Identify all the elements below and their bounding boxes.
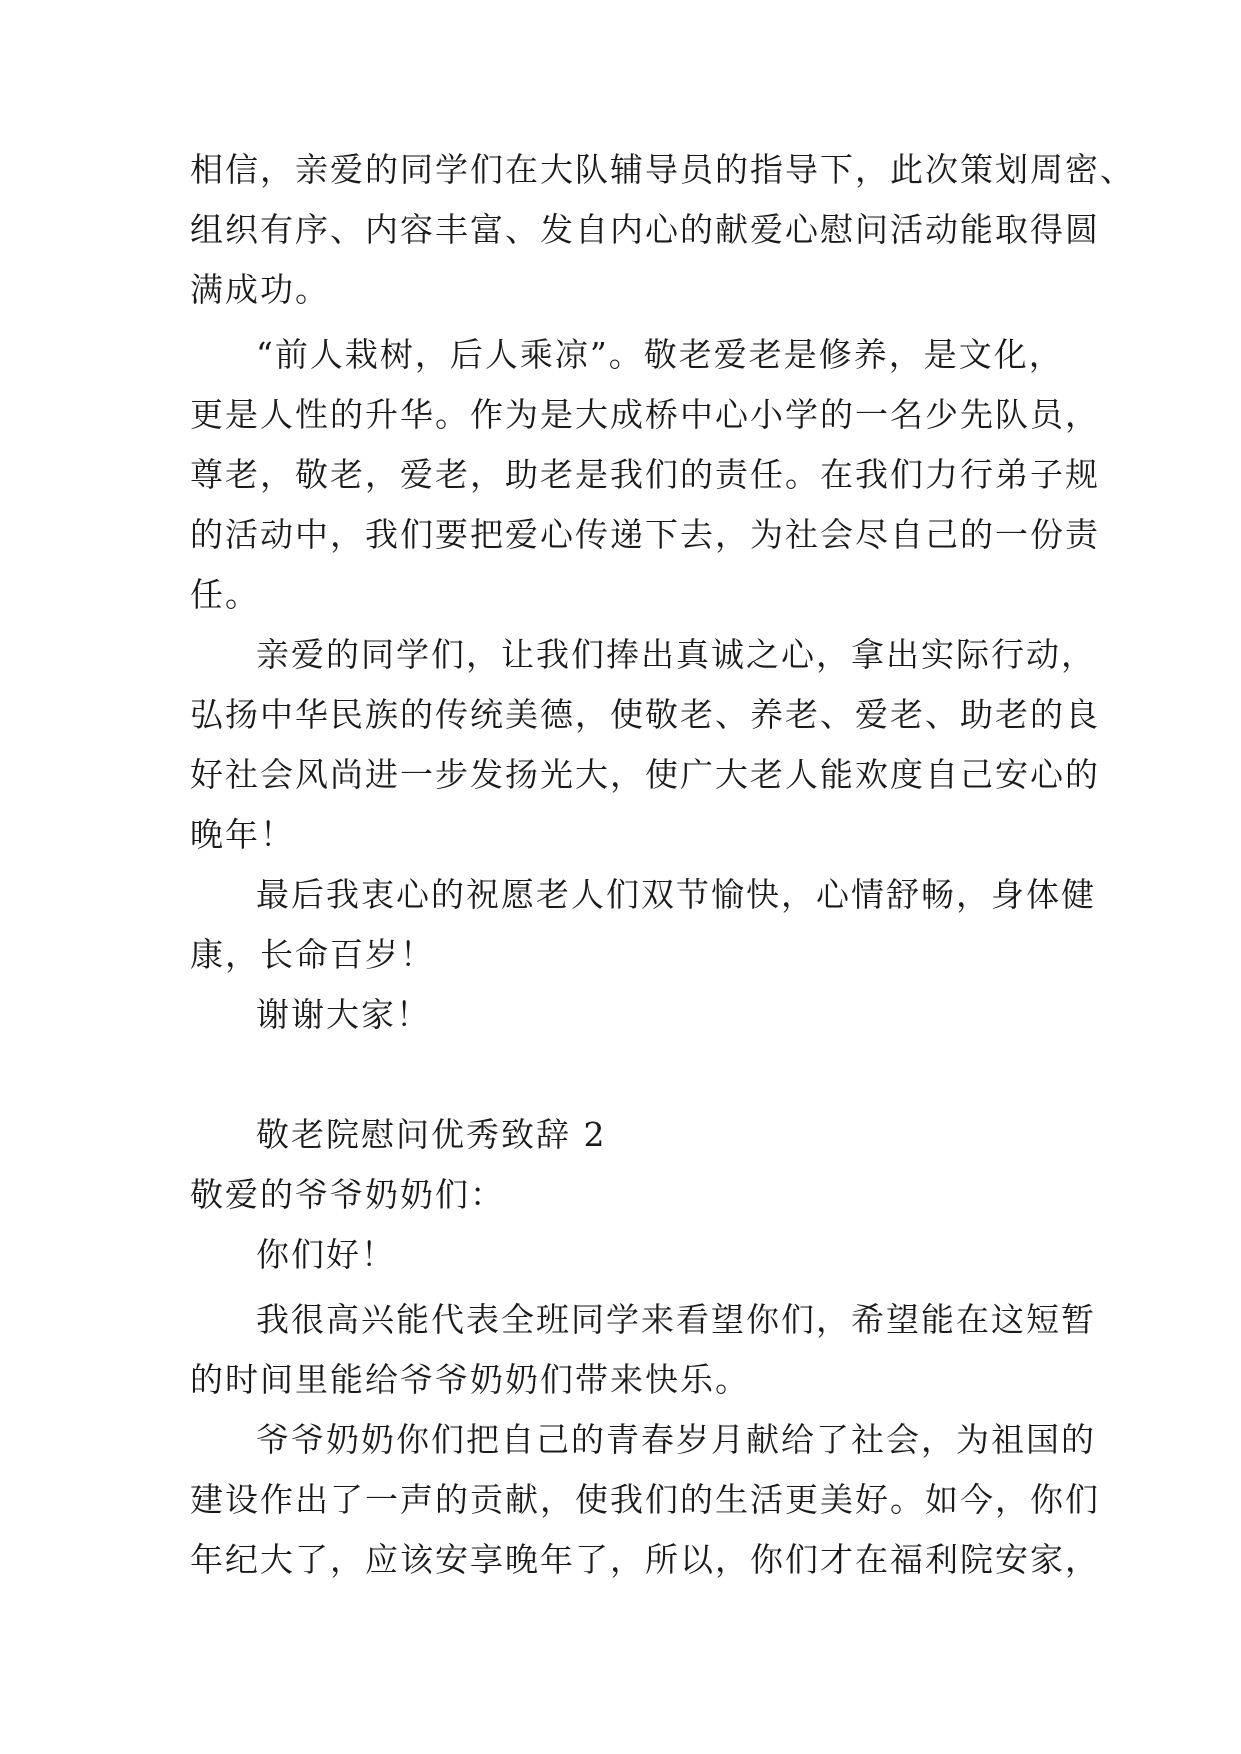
text-line: 年纪大了，应该安享晚年了，所以，你们才在福利院安家， <box>190 1540 1100 1579</box>
text-line: 我很高兴能代表全班同学来看望你们，希望能在这短暂 <box>256 1300 1096 1339</box>
text-line: 弘扬中华民族的传统美德，使敬老、养老、爱老、助老的良 <box>190 695 1100 734</box>
text-line: 的活动中，我们要把爱心传递下去，为社会尽自己的一份责 <box>190 515 1100 554</box>
text-line: 好社会风尚进一步发扬光大，使广大老人能欢度自己安心的 <box>190 755 1100 794</box>
text-line: 建设作出了一声的贡献，使我们的生活更美好。如今，你们 <box>190 1480 1100 1519</box>
salutation: 敬爱的爷爷奶奶们： <box>190 1175 505 1214</box>
text-line: 任。 <box>190 575 260 614</box>
text-line: 爷爷奶奶你们把自己的青春岁月献给了社会，为祖国的 <box>256 1420 1096 1459</box>
text-line: 更是人性的升华。作为是大成桥中心小学的一名少先队员， <box>190 395 1100 434</box>
text-line: 康，长命百岁！ <box>190 935 435 974</box>
greeting: 你们好！ <box>256 1235 396 1274</box>
text-line: 满成功。 <box>190 270 330 309</box>
text-line: 组织有序、内容丰富、发自内心的献爱心慰问活动能取得圆 <box>190 210 1100 249</box>
text-line: 相信，亲爱的同学们在大队辅导员的指导下，此次策划周密、 <box>190 150 1135 189</box>
text-line: 晚年！ <box>190 815 295 854</box>
section-heading: 敬老院慰问优秀致辞 2 <box>256 1115 607 1154</box>
text-line: 尊老，敬老，爱老，助老是我们的责任。在我们力行弟子规 <box>190 455 1100 494</box>
text-line: “前人栽树，后人乘凉”。敬老爱老是修养，是文化， <box>256 335 1064 374</box>
text-line: 谢谢大家！ <box>256 995 431 1034</box>
text-line: 最后我衷心的祝愿老人们双节愉快，心情舒畅，身体健 <box>256 875 1096 914</box>
text-line: 亲爱的同学们，让我们捧出真诚之心，拿出实际行动， <box>256 635 1096 674</box>
text-line: 的时间里能给爷爷奶奶们带来快乐。 <box>190 1360 750 1399</box>
